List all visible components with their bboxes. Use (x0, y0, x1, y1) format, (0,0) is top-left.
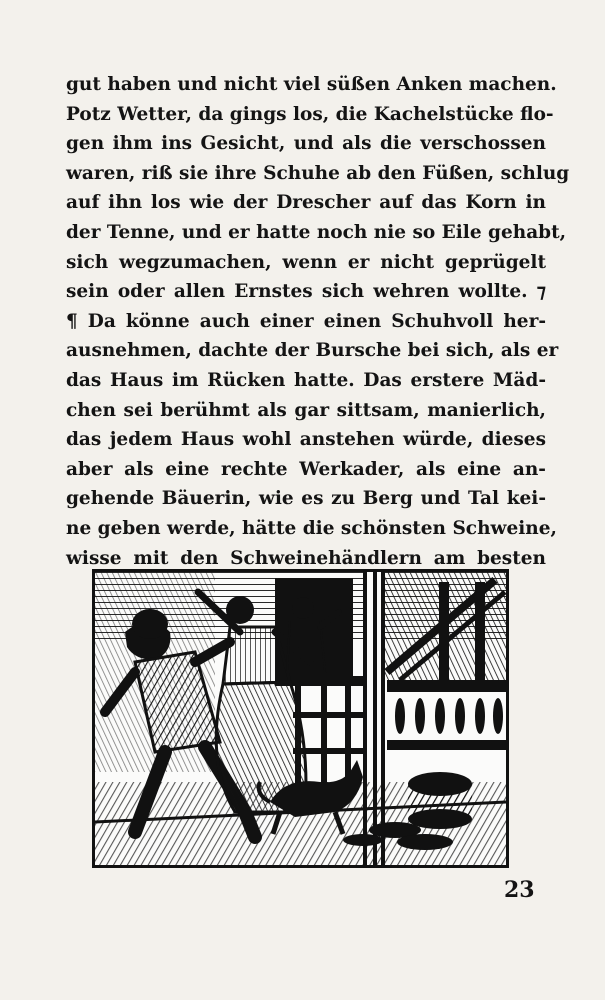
text-line-2: Potz Wetter, da gings los, die Kachelstücke flo- (66, 103, 554, 125)
text-line-8: sein oder allen Ernstes sich wehren wollte. ⁊ (66, 281, 546, 303)
text-line-7: sich wegzumachen, wenn er nicht geprügelt (66, 251, 546, 273)
body-text (66, 70, 570, 573)
woodcut-illustration (92, 569, 509, 868)
staircase (385, 572, 506, 682)
text-line-15: gehende Bäuerin, wie es zu Berg und Tal kei- (66, 488, 546, 510)
text-line-14: aber als eine rechte Werkader, als eine an- (66, 458, 546, 480)
text-line-3: gen ihm ins Gesicht, und als die verschossen (66, 133, 546, 155)
text-line-12: chen sei berühmt als gar sittsam, manierlich, (66, 399, 546, 421)
text-line-4: waren, riß sie ihre Schuhe ab den Füßen, schlug (66, 162, 570, 184)
text-line-16: ne geben werde, hätte die schönsten Schweine, (66, 517, 557, 539)
page-number: 23 (504, 877, 535, 903)
text-line-13: das jedem Haus wohl anstehen würde, dieses (66, 429, 546, 451)
text-line-6: der Tenne, und er hatte noch nie so Eile gehabt, (66, 221, 567, 243)
text-line-10: ausnehmen, dachte der Bursche bei sich, als er (66, 340, 559, 362)
balustrade (387, 680, 506, 750)
text-line-11: das Haus im Rücken hatte. Das erstere Mäd- (66, 369, 546, 391)
text-line-1: gut haben und nicht viel süßen Anken machen. (66, 74, 557, 95)
text-line-17: wisse mit den Schweinehändlern am besten (66, 547, 546, 569)
text-line-9: ¶ Da könne auch einer einen Schuhvoll her- (66, 310, 546, 332)
text-line-5: auf ihn los wie der Drescher auf das Korn in (66, 192, 546, 214)
